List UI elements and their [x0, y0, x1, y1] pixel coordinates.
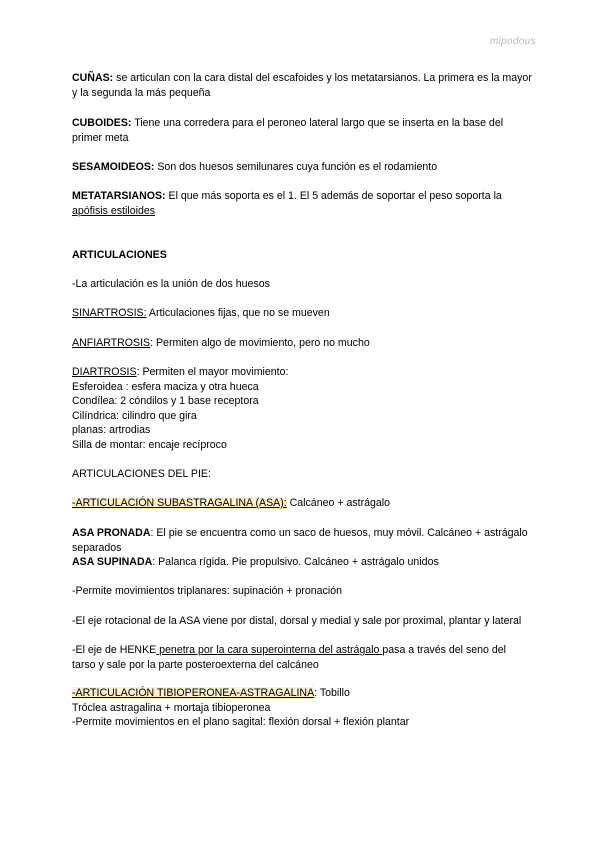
paragraph-henke	[72, 643, 532, 672]
paragraph-tibioperonea	[72, 686, 532, 730]
paragraph-sesamoideos	[72, 160, 532, 175]
paragraph-cuboides	[72, 116, 532, 145]
list-item: planas: artrodias	[72, 424, 151, 437]
text-asa-pronada: : El pie se encuentra como un saco de huesos, muy móvil. Calcáneo + astrágalo	[150, 527, 528, 539]
list-item: Condílea: 2 cóndilos y 1 base receptora	[72, 395, 259, 408]
term-diartrosis: DIARTROSIS	[72, 366, 137, 378]
text-cunas: se articulan con la cara distal del escafoides y los metatarsianos. La primera es la mayor	[113, 72, 532, 84]
text-tibioperonea: : Tobillo	[314, 687, 350, 699]
text-henke-post: pasa a través del seno del	[382, 644, 507, 656]
heading-articulaciones-text: ARTICULACIONES	[72, 249, 167, 261]
term-sinartrosis: SINARTROSIS:	[72, 307, 147, 319]
text-asa-supinada: : Palanca rígida. Pie propulsivo. Calcáneo + astrágalo unidos	[152, 556, 439, 569]
term-sesamoideos: SESAMOIDEOS:	[72, 161, 155, 173]
term-anfiartrosis: ANFIARTROSIS	[72, 337, 151, 349]
text-diartrosis: : Permiten el mayor movimiento:	[136, 366, 289, 378]
paragraph-metatarsianos	[72, 189, 532, 218]
paragraph-triplanares: -Permite movimientos triplanares: supinación + pronación	[72, 585, 342, 597]
text-metatarsianos-line2: apófisis estiloides	[72, 204, 156, 217]
text-sinartrosis: Articulaciones fijas, que no se mueven	[146, 307, 330, 319]
text-anfiartrosis: : Permiten algo de movimiento, pero no mucho	[150, 337, 370, 349]
term-cunas: CUÑAS:	[72, 72, 114, 84]
term-metatarsianos: METATARSIANOS:	[72, 190, 166, 202]
text-sesamoideos: Son dos huesos semilunares cuya función es el rodamiento	[154, 161, 438, 173]
term-asa-pronada: ASA PRONADA	[72, 527, 151, 539]
text-cunas-line2: y la segunda la más pequeña	[72, 86, 211, 99]
paragraph-anfiartrosis	[72, 336, 532, 351]
paragraph-sinartrosis	[72, 306, 532, 321]
list-item: Cilíndrica: cilindro que gira	[72, 409, 197, 422]
paragraph-definicion: -La articulación es la unión de dos huesos	[72, 278, 270, 290]
text-metatarsianos: El que más soporta es el 1. El 5 además de soportar el peso soporta la	[165, 190, 502, 202]
heading-articulaciones-pie: ARTICULACIONES DEL PIE:	[72, 468, 211, 480]
text-henke-pre: -El eje de HENKE	[72, 644, 157, 656]
paragraph-asa	[72, 496, 532, 511]
paragraph-diartrosis	[72, 365, 532, 453]
text-cuboides-line2: primer meta	[72, 131, 129, 144]
text-cuboides: Tiene una corredera para el peroneo lateral largo que se inserta en la base del	[131, 117, 504, 129]
text-asa-pronada-line2: separados	[72, 541, 122, 554]
paragraph-eje-rotacional: -El eje rotacional de la ASA viene por distal, dorsal y medial y sale por proximal, plantar y lateral	[72, 615, 522, 627]
term-asa-supinada: ASA SUPINADA	[72, 556, 153, 569]
watermark: mipodous	[490, 36, 536, 47]
text-tibioperonea-line3: -Permite movimientos en el plano sagital: flexión dorsal + flexión plantar	[72, 716, 410, 729]
text-henke-underlined: penetra por la cara superointerna del astrágalo	[156, 644, 383, 656]
text-henke-line2: tarso y sale por la parte posteroexterna del calcáneo	[72, 658, 319, 671]
text-asa: Calcáneo + astrágalo	[286, 497, 391, 509]
text-tibioperonea-line2: Tróclea astragalina + mortaja tibioperonea	[72, 701, 271, 714]
term-tibioperonea: -ARTICULACIÓN TIBIOPERONEA-ASTRAGALINA	[72, 687, 315, 699]
term-cuboides: CUBOIDES:	[72, 117, 132, 129]
list-item: Esferoidea : esfera maciza y otra hueca	[72, 380, 259, 393]
term-asa: -ARTICULACIÓN SUBASTRAGALINA (ASA):	[72, 497, 287, 509]
paragraph-asa-pronada	[72, 526, 532, 570]
heading-articulaciones	[72, 248, 532, 263]
paragraph-cunas	[72, 71, 532, 100]
list-item: Silla de montar: encaje recíproco	[72, 438, 227, 451]
